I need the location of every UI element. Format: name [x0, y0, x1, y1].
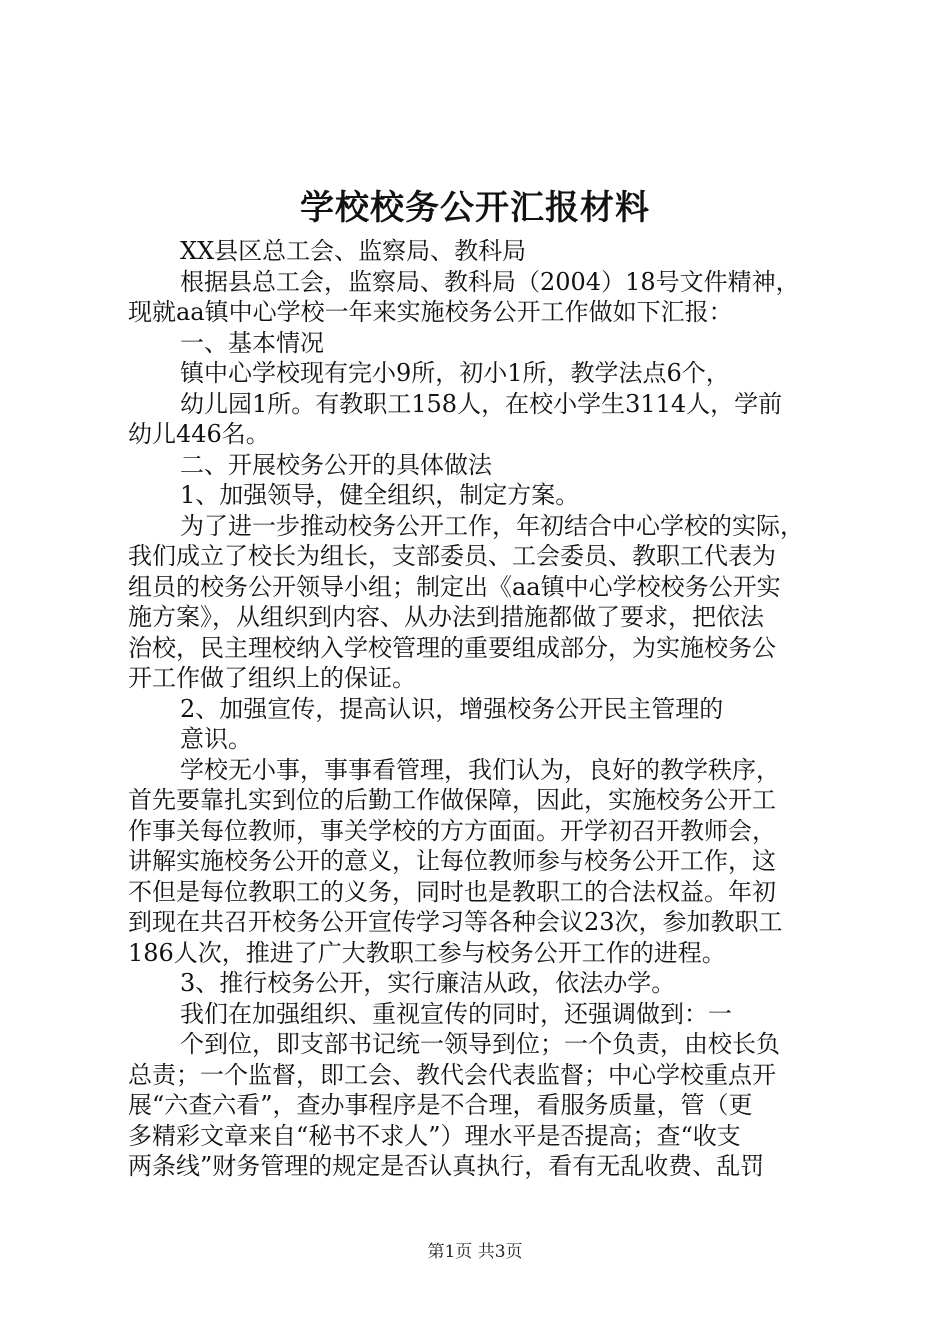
body-line: 施方案》，从组织到内容、从办法到措施都做了要求，把依法	[128, 603, 764, 631]
body-line: 幼儿园1所。有教职工158人，在校小学生3114人，学前	[180, 389, 783, 418]
body-line: 镇中心学校现有完小9所，初小1所，教学法点6个，	[180, 359, 730, 387]
body-line: 二、开展校务公开的具体做法	[180, 450, 492, 479]
body-line: 两条线”财务管理的规定是否认真执行，看有无乱收费、乱罚	[128, 1152, 765, 1180]
body-line: 总责；一个监督，即工会、教代会代表监督；中心学校重点开	[128, 1060, 776, 1089]
body-line: 1、加强领导，健全组织，制定方案。	[180, 481, 580, 509]
body-line: 根据县总工会，监察局、教科局（2004）18号文件精神，	[180, 267, 800, 296]
body-line: 2、加强宣传，提高认识，增强校务公开民主管理的	[180, 694, 724, 723]
body-line: 3、推行校务公开，实行廉洁从政，依法办学。	[180, 969, 676, 997]
body-line: 到现在共召开校务公开宣传学习等各种会议23次，参加教职工	[128, 908, 783, 936]
body-line: 讲解实施校务公开的意义，让每位教师参与校务公开工作，这	[128, 847, 776, 875]
body-line: 学校无小事，事事看管理，我们认为，良好的教学秩序，	[180, 755, 780, 784]
document-body	[128, 236, 828, 1182]
body-line: 现就aa镇中心学校一年来实施校务公开工作做如下汇报：	[128, 298, 733, 326]
body-line: 意识。	[180, 725, 252, 753]
body-line: XX县区总工会、监察局、教科局	[180, 237, 527, 265]
body-line: 首先要靠扎实到位的后勤工作做保障，因此，实施校务公开工	[128, 786, 776, 814]
body-line: 治校，民主理校纳入学校管理的重要组成部分，为实施校务公	[128, 633, 776, 662]
body-line: 我们在加强组织、重视宣传的同时，还强调做到：一	[180, 999, 732, 1028]
body-line: 作事关每位教师，事关学校的方方面面。开学初召开教师会，	[128, 816, 776, 845]
body-line: 186人次，推进了广大教职工参与校务公开工作的进程。	[128, 938, 726, 967]
body-line: 组员的校务公开领导小组；制定出《aa镇中心学校校务公开实	[128, 572, 781, 601]
page-footer: 第1页 共3页	[427, 1242, 523, 1262]
body-line: 为了进一步推动校务公开工作，年初结合中心学校的实际，	[180, 511, 804, 540]
body-line: 幼儿446名。	[128, 420, 270, 448]
body-line: 我们成立了校长为组长，支部委员、工会委员、教职工代表为	[128, 542, 776, 570]
body-line: 展“六查六看”，查办事程序是不合理，看服务质量，管（更	[128, 1091, 753, 1119]
body-line: 一、基本情况	[180, 328, 324, 357]
body-line: 不但是每位教职工的义务，同时也是教职工的合法权益。年初	[128, 877, 776, 906]
body-line: 个到位，即支部书记统一领导到位；一个负责，由校长负	[180, 1030, 780, 1058]
document-title: 学校校务公开汇报材料	[300, 188, 650, 228]
body-line: 多精彩文章来自“秘书不求人”）理水平是否提高；查“收支	[128, 1121, 741, 1150]
body-line: 开工作做了组织上的保证。	[128, 664, 416, 692]
